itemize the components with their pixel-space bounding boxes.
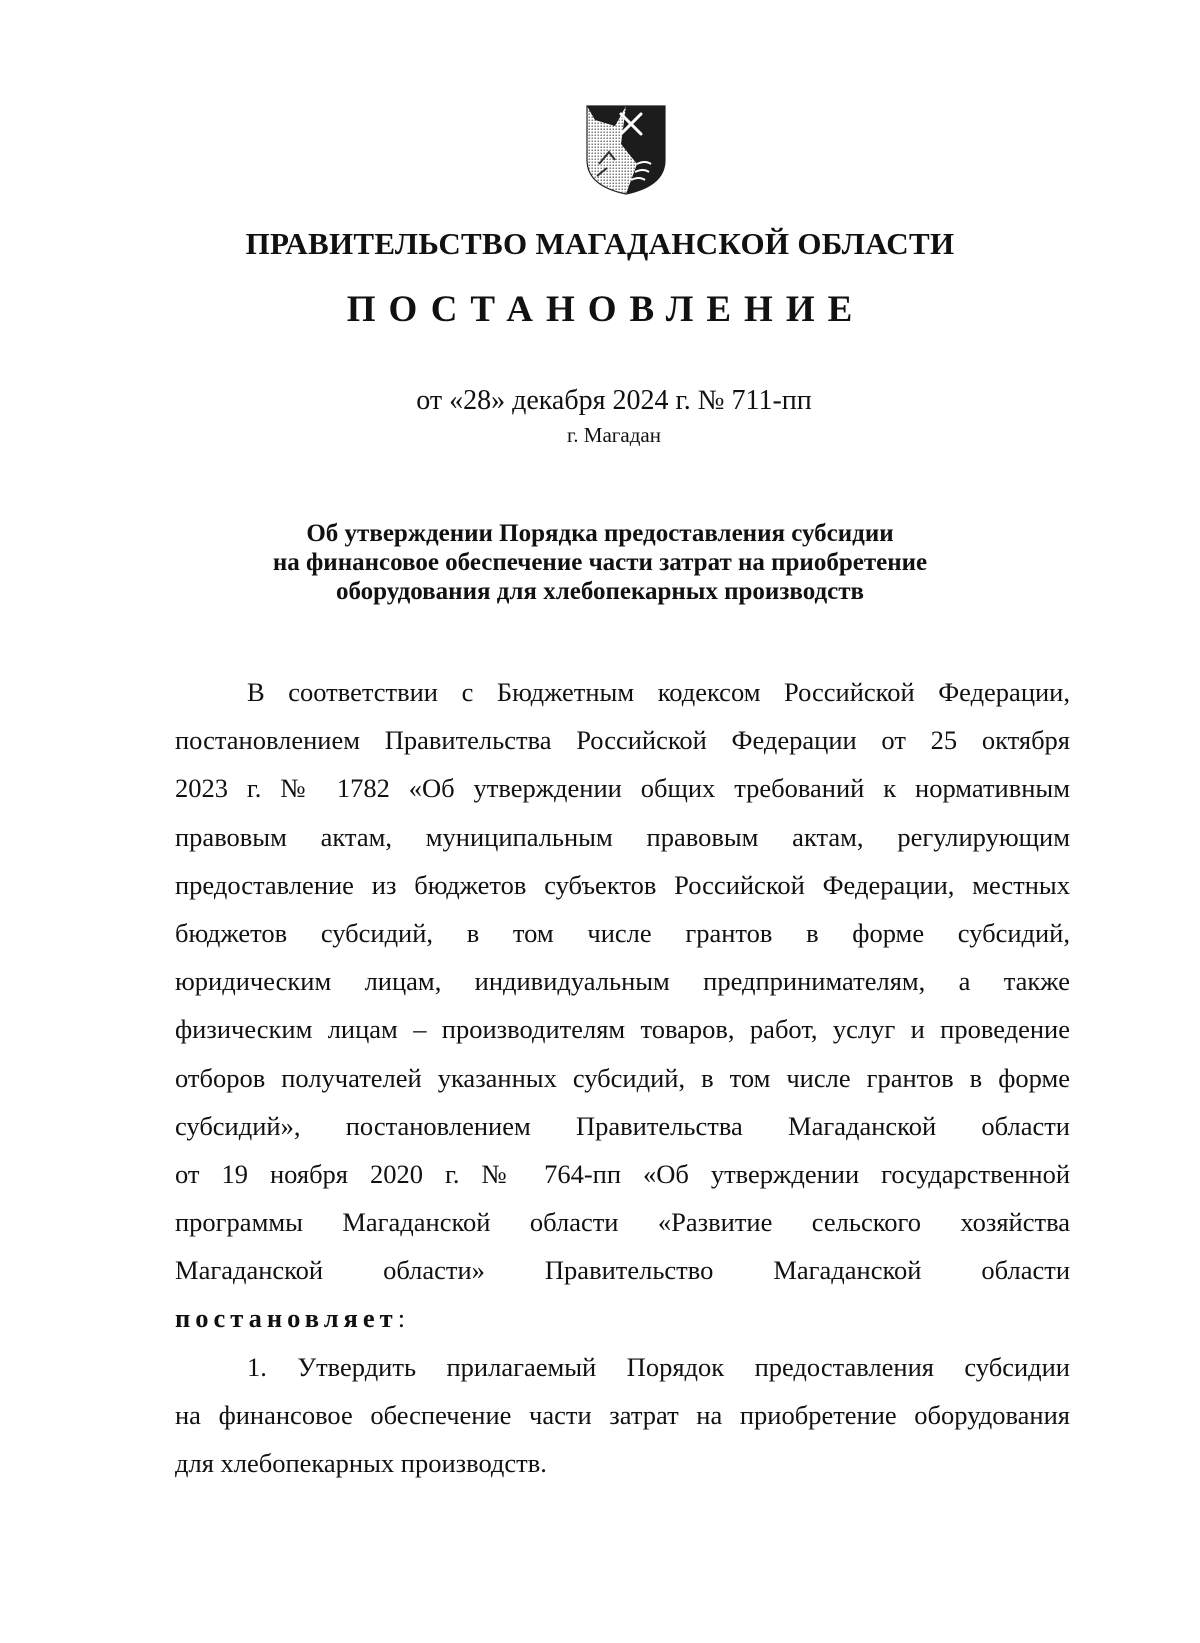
preamble-line: от 19 ноября 2020 г. № 764-пп «Об утверждении государственной — [175, 1158, 1070, 1189]
document-body — [175, 668, 1070, 1487]
subject-line: Об утверждении Порядка предоставления субсидии — [306, 520, 894, 547]
document-city: г. Магадан — [567, 423, 661, 447]
subject-line: на финансовое обеспечение части затрат на приобретение — [272, 549, 928, 576]
preamble-line: Магаданской области» Правительство Магаданской области — [175, 1255, 1070, 1286]
decides-colon: : — [397, 1303, 406, 1334]
preamble-line: юридическим лицам, индивидуальным предпринимателям, а также — [175, 966, 1070, 997]
document-subject — [0, 519, 1200, 606]
preamble-line: бюджетов субсидий, в том числе грантов в форме субсидий, — [175, 917, 1070, 948]
preamble-line: физическим лицам – производителям товаров, работ, услуг и проведение — [175, 1014, 1070, 1045]
preamble-line: предоставление из бюджетов субъектов Российской Федерации, местных — [175, 869, 1070, 900]
preamble-line: 2023 г. № 1782 «Об утверждении общих требований к нормативным — [175, 773, 1070, 804]
item1-line: 1. Утвердить прилагаемый Порядок предоставления субсидии — [247, 1351, 1070, 1382]
government-title: ПРАВИТЕЛЬСТВО МАГАДАНСКОЙ ОБЛАСТИ — [245, 226, 955, 261]
decides-word: постановляет — [175, 1303, 398, 1334]
coat-of-arms-emblem — [585, 104, 667, 196]
preamble-line: постановлением Правительства Российской Федерации от 25 октября — [175, 725, 1070, 756]
item1-line: для хлебопекарных производств. — [175, 1448, 547, 1478]
preamble-line: программы Магаданской области «Развитие сельского хозяйства — [175, 1207, 1070, 1238]
preamble-line: субсидий», постановлением Правительства Магаданской области — [175, 1110, 1070, 1141]
preamble-line: В соответствии с Бюджетным кодексом Российской Федерации, — [247, 677, 1070, 707]
document-type-title: ПОСТАНОВЛЕНИЕ — [346, 289, 866, 330]
subject-line: оборудования для хлебопекарных производств — [335, 578, 864, 605]
decides-line — [175, 1294, 1070, 1342]
preamble-line: отборов получателей указанных субсидий, в том числе грантов в форме — [175, 1062, 1070, 1093]
item1-line: на финансовое обеспечение части затрат на приобретение оборудования — [175, 1399, 1070, 1430]
document-date-number: от «28» декабря 2024 г. № 711-пп — [416, 385, 812, 416]
preamble-line: правовым актам, муниципальным правовым актам, регулирующим — [175, 821, 1070, 852]
